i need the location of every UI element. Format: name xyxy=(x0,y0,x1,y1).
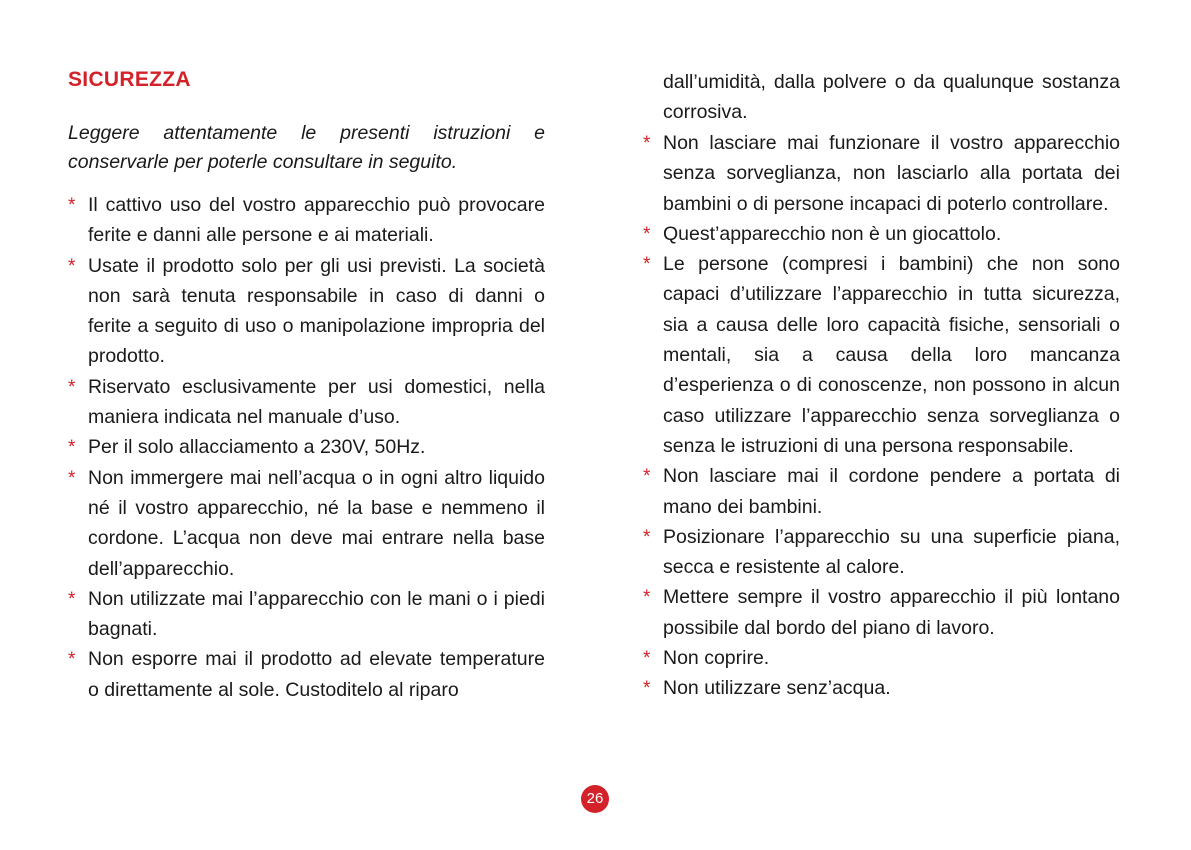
list-item xyxy=(68,644,545,705)
list-item xyxy=(643,643,1120,673)
list-item-text: Usate il prodotto solo per gli usi previsti. La società non sarà tenuta responsabile in caso di danni o ferite a seguito di uso o manipolazione impropria del prodotto. xyxy=(88,254,545,368)
list-item-text: Non esporre mai il prodotto ad elevate temperature o direttamente al sole. Custoditelo al riparo xyxy=(88,648,545,701)
list-item xyxy=(68,251,545,372)
list-item-text: Mettere sempre il vostro apparecchio il più lontano possibile dal bordo del piano di lavoro. xyxy=(663,586,1120,639)
bullet-star-icon: * xyxy=(68,376,76,398)
continuation-text: dall’umidità, dalla polvere o da qualunque sostanza corrosiva. xyxy=(663,71,1120,124)
list-item-text: Non utilizzare senz’acqua. xyxy=(663,677,891,700)
list-item xyxy=(68,432,545,462)
bullet-star-icon: * xyxy=(643,526,651,548)
list-item-text: Riservato esclusivamente per usi domestici, nella maniera indicata nel manuale d’uso. xyxy=(88,375,545,429)
bullet-star-icon: * xyxy=(643,133,651,154)
right-bullet-list xyxy=(643,128,1120,704)
list-item xyxy=(68,190,545,251)
list-item xyxy=(643,249,1120,461)
list-item-text: Il cattivo uso del vostro apparecchio può provocare ferite e danni alle persone e ai materiali. xyxy=(88,194,545,247)
list-item-text: Non lasciare mai il cordone pendere a portata di mano dei bambini. xyxy=(663,465,1120,518)
list-item xyxy=(68,372,545,433)
list-item xyxy=(643,582,1120,643)
left-bullet-list xyxy=(68,190,545,705)
list-item-text: Le persone (compresi i bambini) che non sono capaci d’utilizzare l’apparecchio in tutta sicurezza, sia a causa delle loro capacità fisiche, sensoriali o mentali, sia a causa della loro mancanza d’esperienza o di conoscenze, non possono in alcun caso utilizzare l’apparecchio senza sorveglianza o senza le istruzioni di una persona responsabile. xyxy=(663,253,1120,457)
bullet-star-icon: * xyxy=(643,466,651,488)
bullet-star-icon: * xyxy=(68,195,76,216)
list-item-text: Non utilizzate mai l’apparecchio con le mani o i piedi bagnati. xyxy=(88,587,545,641)
bullet-star-icon: * xyxy=(643,587,651,609)
list-item xyxy=(643,673,1120,703)
list-item xyxy=(68,463,545,584)
section-title: SICUREZZA xyxy=(68,68,191,91)
bullet-star-icon: * xyxy=(68,588,76,610)
intro-text: Leggere attentamente le presenti istruzioni e conservarle per poterle consultare in seguito. xyxy=(68,122,545,173)
list-item-text: Per il solo allacciamento a 230V, 50Hz. xyxy=(88,436,426,459)
list-item xyxy=(643,522,1120,583)
list-item-text: Posizionare l’apparecchio su una superficie piana, secca e resistente al calore. xyxy=(663,525,1120,579)
list-item-text: Non coprire. xyxy=(663,647,770,670)
bullet-star-icon: * xyxy=(68,467,76,489)
bullet-star-icon: * xyxy=(68,649,76,671)
list-item xyxy=(643,219,1120,249)
list-item xyxy=(68,584,545,645)
bullet-star-icon: * xyxy=(643,223,651,245)
bullet-star-icon: * xyxy=(643,254,651,276)
list-item-text: Non lasciare mai funzionare il vostro apparecchio senza sorveglianza, non lasciarlo alla portata dei bambini o di persone incapaci di poterlo controllare. xyxy=(663,132,1120,215)
page-number-badge: 26 xyxy=(581,785,609,813)
list-item-text: Non immergere mai nell’acqua o in ogni altro liquido né il vostro apparecchio, né la base e nemmeno il cordone. L’acqua non deve mai entrare nella base dell’apparecchio. xyxy=(88,466,545,580)
bullet-star-icon: * xyxy=(68,255,76,277)
bullet-star-icon: * xyxy=(643,678,651,700)
list-item-text: Quest’apparecchio non è un giocattolo. xyxy=(663,222,1002,245)
bullet-star-icon: * xyxy=(643,648,651,670)
bullet-star-icon: * xyxy=(68,437,76,459)
list-item xyxy=(643,128,1120,219)
list-item xyxy=(643,461,1120,522)
